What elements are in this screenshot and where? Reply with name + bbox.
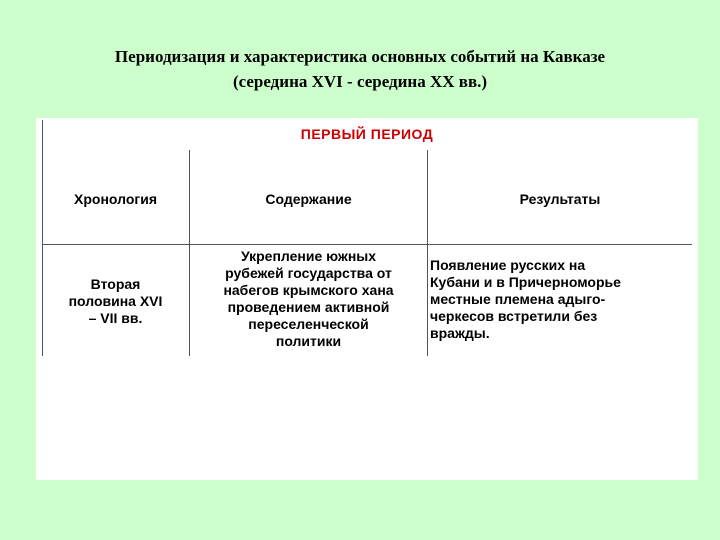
chronology-line: Вторая <box>90 276 141 292</box>
cell-results <box>430 257 692 342</box>
column-divider-2 <box>427 150 428 356</box>
results-line: черкесов встретили без <box>430 308 598 324</box>
table-panel <box>36 118 698 480</box>
content-line: политики <box>275 333 342 349</box>
title-line-2: (середина XVI - середина XX вв.) <box>232 72 488 91</box>
header-row-divider <box>42 244 692 245</box>
results-line: вражды. <box>430 325 490 341</box>
content-line: набегов крымского хана <box>223 282 394 298</box>
content-line: переселенческой <box>248 316 369 332</box>
content-line: Укрепление южных <box>240 248 377 264</box>
chronology-line: половина XVI <box>68 293 163 309</box>
cell-content <box>190 248 427 350</box>
results-line: Появление русских на <box>430 257 586 273</box>
header-results: Результаты <box>519 191 601 207</box>
period-heading: ПЕРВЫЙ ПЕРИОД <box>300 126 434 142</box>
cell-chronology <box>42 276 189 327</box>
header-content: Содержание <box>265 191 352 207</box>
title-line-1: Периодизация и характеристика основных событий на Кавказе <box>114 47 606 66</box>
content-line: проведением активной <box>227 299 390 315</box>
header-chronology: Хронология <box>74 191 157 207</box>
results-line: Кубани и в Причерноморье <box>430 274 621 290</box>
slide-title <box>40 44 680 94</box>
content-line: рубежей государства от <box>225 265 392 281</box>
results-line: местные племена адыго- <box>430 291 606 307</box>
chronology-line: – VII вв. <box>88 310 143 326</box>
